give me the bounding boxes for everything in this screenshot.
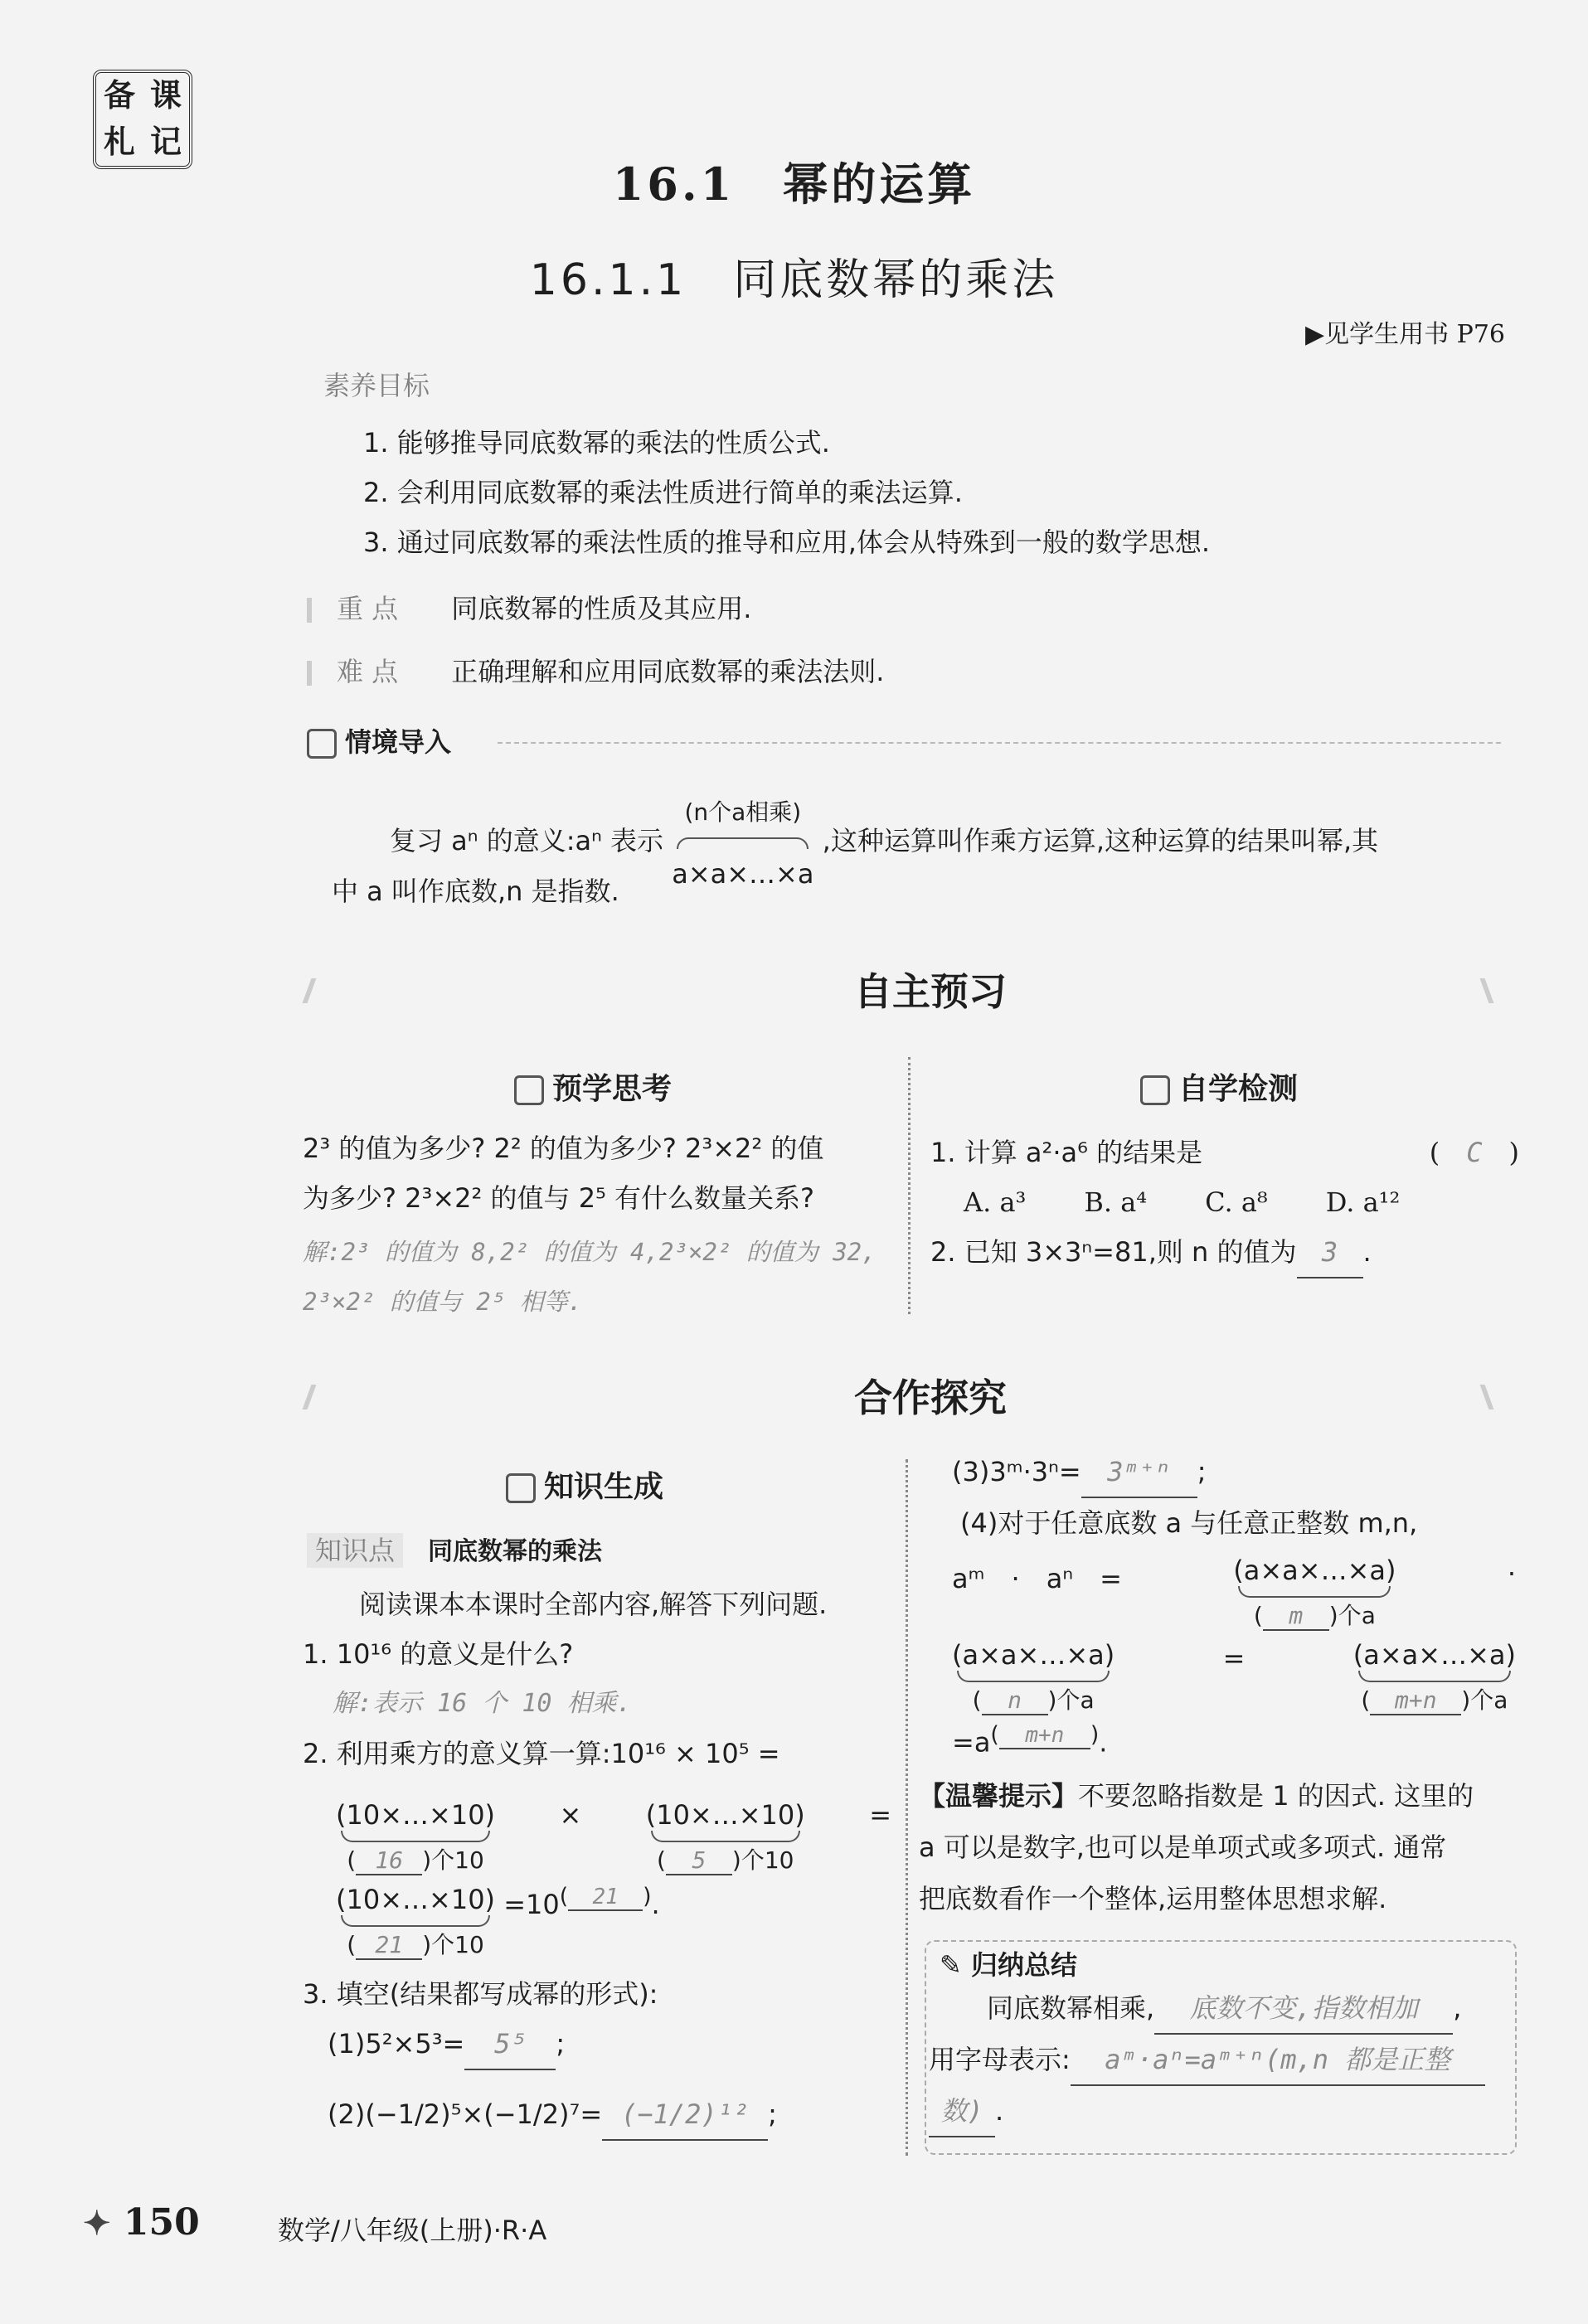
period: . <box>1362 1236 1372 1268</box>
deco-slash <box>1480 1385 1511 1409</box>
page-number: 150 <box>123 2201 200 2244</box>
unit: )个10 <box>422 1931 484 1958</box>
seal-char: 记 <box>149 123 182 160</box>
summary-title: 归纳总结 <box>970 1949 1077 1981</box>
question-2: 2. 利用乘方的意义算一算:10¹⁶ × 10⁵ = <box>303 1738 780 1769</box>
diff-label: 难 点 <box>337 656 399 687</box>
am-times-an: aᵐ · aⁿ = <box>952 1563 1122 1594</box>
answer-line: 解:2³ 的值为 8,2² 的值为 4,2³×2² 的值为 32, <box>303 1238 877 1266</box>
tip-line: 不要忽略指数是 1 的因式. 这里的 <box>1078 1780 1474 1812</box>
kp-title: 同底数幂的乘法 <box>428 1537 603 1566</box>
answer-bracket <box>1430 1128 1519 1177</box>
brace-content: (10×…×10) <box>336 1799 496 1831</box>
fill-2-text: (2)(−1/2)⁵×(−1/2)⁷= <box>328 2098 603 2130</box>
book-title: 数学/八年级(上册)·R·A <box>278 2215 547 2246</box>
summary-heading <box>933 1944 1084 1982</box>
option: D. a¹² <box>1325 1186 1401 1218</box>
intro-text-a: 复习 aⁿ 的意义:aⁿ 表示 <box>390 825 664 856</box>
preview-left-title: 预学思考 <box>552 1072 673 1106</box>
m-answer: m <box>1263 1602 1329 1631</box>
deco-slash <box>303 1385 333 1409</box>
brace-content: (a×a×…×a) <box>1233 1555 1396 1586</box>
brace-label: ( 5 )个10 <box>656 1846 794 1874</box>
test-q2 <box>930 1227 1519 1278</box>
unit: )个10 <box>731 1846 794 1874</box>
explore-left-body <box>303 1579 883 1778</box>
brace-label: ( n )个a <box>972 1686 1095 1714</box>
preview-right-title: 自学检测 <box>1178 1072 1299 1106</box>
equals-sign: = <box>869 1799 891 1831</box>
fill-1: (1)5²×5³= 5⁵ ; <box>328 2019 565 2070</box>
summary-body: 同底数幂相乘, 底数不变,指数相加 , 用字母表示: aᵐ·aⁿ=aᵐ⁺ⁿ(m,n 都是正整 数) . <box>929 1983 1509 2137</box>
column-divider <box>908 1057 911 1314</box>
brace-shape <box>957 1671 1110 1682</box>
count-answer: 21 <box>356 1931 422 1960</box>
brace-content: a×a×…×a <box>672 858 814 890</box>
dot-op: · <box>1507 1558 1516 1589</box>
preview-right-heading <box>1140 1065 1298 1108</box>
result-base: =10 <box>503 1888 560 1920</box>
preview-question <box>303 1123 823 1223</box>
deco-slash <box>303 978 333 1003</box>
brace-mn <box>1353 1639 1516 1715</box>
preview-title: 自主预习 <box>854 969 1007 1014</box>
option: B. a⁴ <box>1084 1186 1148 1218</box>
brace-label: ( 21 )个10 <box>347 1931 484 1958</box>
preview-answer <box>303 1227 877 1327</box>
question-line: 2³ 的值为多少? 2² 的值为多少? 2³×2² 的值 <box>303 1133 824 1164</box>
brace-content: (a×a×…×a) <box>1352 1639 1516 1671</box>
intro-line-2: 中 a 叫作底数,n 是指数. <box>332 876 619 907</box>
fill-3: (3)3ᵐ·3ⁿ= 3ᵐ⁺ⁿ ; <box>952 1447 1516 1498</box>
fill-2-answer: (−1/2)¹² <box>602 2089 768 2141</box>
key-point-row <box>307 584 751 633</box>
think-icon <box>514 1075 544 1105</box>
summary-answer-3: 数) <box>929 2086 995 2137</box>
brace-shape <box>651 1831 800 1842</box>
option: A. a³ <box>964 1186 1027 1218</box>
goals-list <box>363 418 1210 567</box>
brace-shape <box>677 837 809 849</box>
period: . <box>995 2095 1004 2127</box>
preview-left-heading <box>514 1065 672 1108</box>
brace-shape <box>1358 1671 1511 1682</box>
warm-tip <box>919 1770 1520 1924</box>
brace-shape <box>341 1915 490 1927</box>
fill-3-text: (3)3ᵐ·3ⁿ= <box>952 1456 1081 1487</box>
brace-label: ( m )个a <box>1253 1602 1376 1629</box>
kp-label: 知识点 <box>307 1533 403 1568</box>
bracket-left: ( <box>1429 1137 1440 1168</box>
tip-line: 把底数看作一个整体,运用整体思想求解. <box>919 1883 1387 1914</box>
book-icon <box>506 1473 536 1503</box>
explore-right-body <box>952 1447 1516 1548</box>
seal-char: 课 <box>149 76 182 114</box>
explore-title: 合作探究 <box>854 1375 1007 1420</box>
self-test <box>930 1128 1519 1278</box>
fill-1-answer: 5⁵ <box>464 2019 556 2070</box>
goal-item: 1. 能够推导同底数幂的乘法的性质公式. <box>363 427 830 458</box>
unit: )个a <box>1461 1686 1508 1714</box>
seal-char: 札 <box>103 123 135 160</box>
test-q2-text: 2. 已知 3×3ⁿ=81,则 n 的值为 <box>930 1236 1297 1268</box>
goals-label: 素养目标 <box>323 370 430 401</box>
deco-slash <box>1480 978 1511 1003</box>
fill-1-text: (1)5²×5³= <box>328 2028 465 2060</box>
derivation-row-2 <box>952 1639 1516 1715</box>
exponent-answer: m+n <box>999 1723 1090 1749</box>
star-icon: ✦ <box>83 2204 111 2243</box>
column-divider <box>906 1459 908 2156</box>
goal-item: 3. 通过同底数幂的乘法性质的推导和应用,体会从特殊到一般的数学思想. <box>363 526 1211 558</box>
explore-left-title: 知识生成 <box>544 1470 664 1504</box>
check-icon <box>1140 1075 1170 1105</box>
q2-expansion <box>336 1799 891 1960</box>
key-label: 重 点 <box>337 593 399 624</box>
difficult-point-row <box>307 647 884 696</box>
test-q1-text: 1. 计算 a²·a⁶ 的结果是 <box>930 1137 1203 1168</box>
knowledge-point <box>307 1530 602 1568</box>
pencil-icon: ✎ <box>940 1949 962 1981</box>
option: C. a⁸ <box>1205 1186 1268 1218</box>
brace-16 <box>336 1799 495 1875</box>
equals-sign: = <box>1222 1642 1246 1674</box>
fill-2: (2)(−1/2)⁵×(−1/2)⁷= (−1/2)¹² ; <box>328 2089 777 2141</box>
times-sign: × <box>559 1799 582 1831</box>
unit: )个10 <box>422 1846 484 1874</box>
q2-row-1 <box>336 1799 891 1875</box>
tip-label: 【温馨提示】 <box>919 1780 1079 1812</box>
brace-label: (n个a相乘) <box>684 798 802 826</box>
brace-content: (10×…×10) <box>645 1799 805 1831</box>
test-q1-answer: C <box>1466 1137 1483 1168</box>
brace-21 <box>336 1884 495 1960</box>
brace-shape <box>1238 1586 1391 1598</box>
intro-icon <box>307 729 337 759</box>
page-number-block <box>83 2201 200 2244</box>
student-book-ref: ▶见学生用书 P76 <box>1305 320 1505 349</box>
intro-rule <box>498 742 1501 744</box>
unit: )个a <box>1328 1602 1376 1629</box>
page-subtitle: 16.1.1 同底数幂的乘法 <box>529 255 1059 305</box>
product-brace <box>672 788 813 899</box>
key-text: 同底数幂的性质及其应用. <box>451 593 752 624</box>
read-instruction: 阅读课本本课时全部内容,解答下列问题. <box>359 1589 828 1620</box>
explore-left-heading <box>506 1463 663 1506</box>
derivation-result: $=a^{( m+n )}$. <box>952 1722 1108 1759</box>
count-answer: 16 <box>356 1846 422 1875</box>
question-1: 1. 10¹⁶ 的意义是什么? <box>303 1638 574 1670</box>
unit: )个a <box>1047 1686 1095 1714</box>
bracket-right: ) <box>1508 1137 1519 1168</box>
q2-result: $=10^{( 21 )}$. <box>503 1884 660 1920</box>
count-answer: 5 <box>666 1846 732 1875</box>
exponent-answer: 21 <box>568 1885 643 1911</box>
tip-line: a 可以是数字,也可以是单项式或多项式. 通常 <box>919 1832 1447 1863</box>
summary-answer-2: aᵐ·aⁿ=aᵐ⁺ⁿ(m,n 都是正整 <box>1071 2035 1485 2086</box>
answer-line: 2³×2² 的值与 2⁵ 相等. <box>303 1288 583 1316</box>
answer-1: 解:表示 16 个 10 相乘. <box>333 1689 632 1718</box>
result-base: =a <box>952 1726 991 1759</box>
brace-content: (10×…×10) <box>336 1884 496 1915</box>
diff-text: 正确理解和应用同底数幂的乘法法则. <box>451 656 885 687</box>
summary-line: 用字母表示: <box>929 2044 1071 2075</box>
brace-label: ( m+n )个a <box>1361 1686 1508 1714</box>
goal-item: 2. 会利用同底数幂的乘法性质进行简单的乘法运算. <box>363 477 963 508</box>
question-3: 3. 填空(结果都写成幂的形式): <box>303 1978 658 2010</box>
fill-3-answer: 3ᵐ⁺ⁿ <box>1081 1447 1197 1498</box>
test-q1-options <box>930 1177 1519 1227</box>
seal-char: 备 <box>103 76 135 114</box>
brace-label: ( 16 )个10 <box>347 1846 484 1874</box>
n-answer: n <box>982 1686 1048 1715</box>
mn-answer: m+n <box>1370 1686 1461 1715</box>
intro-text-b: ,这种运算叫作乘方运算,这种运算的结果叫幂,其 <box>822 825 1379 856</box>
brace-m <box>1233 1555 1396 1631</box>
derivation-row-1 <box>952 1555 1516 1631</box>
summary-answer-1: 底数不变,指数相加 <box>1154 1983 1453 2035</box>
brace-content: (a×a×…×a) <box>952 1639 1115 1671</box>
fill-4-derivation <box>952 1555 1516 1759</box>
summary-line: 同底数幂相乘, <box>987 1992 1155 2024</box>
brace-shape <box>341 1831 490 1842</box>
fill-4-text: (4)对于任意底数 a 与任意正整数 m,n, <box>960 1507 1418 1539</box>
intro-heading <box>307 721 451 759</box>
intro-label: 情境导入 <box>345 726 452 758</box>
test-q1 <box>930 1128 1519 1177</box>
brace-5 <box>646 1799 805 1875</box>
brace-n <box>952 1639 1115 1715</box>
question-line: 为多少? 2³×2² 的值与 2⁵ 有什么数量关系? <box>303 1182 815 1214</box>
q2-row-2 <box>336 1884 891 1960</box>
marker-bar <box>307 661 312 686</box>
test-q2-answer: 3 <box>1297 1227 1363 1278</box>
marker-bar <box>307 598 312 623</box>
page-title: 16.1 幂的运算 <box>612 158 976 211</box>
